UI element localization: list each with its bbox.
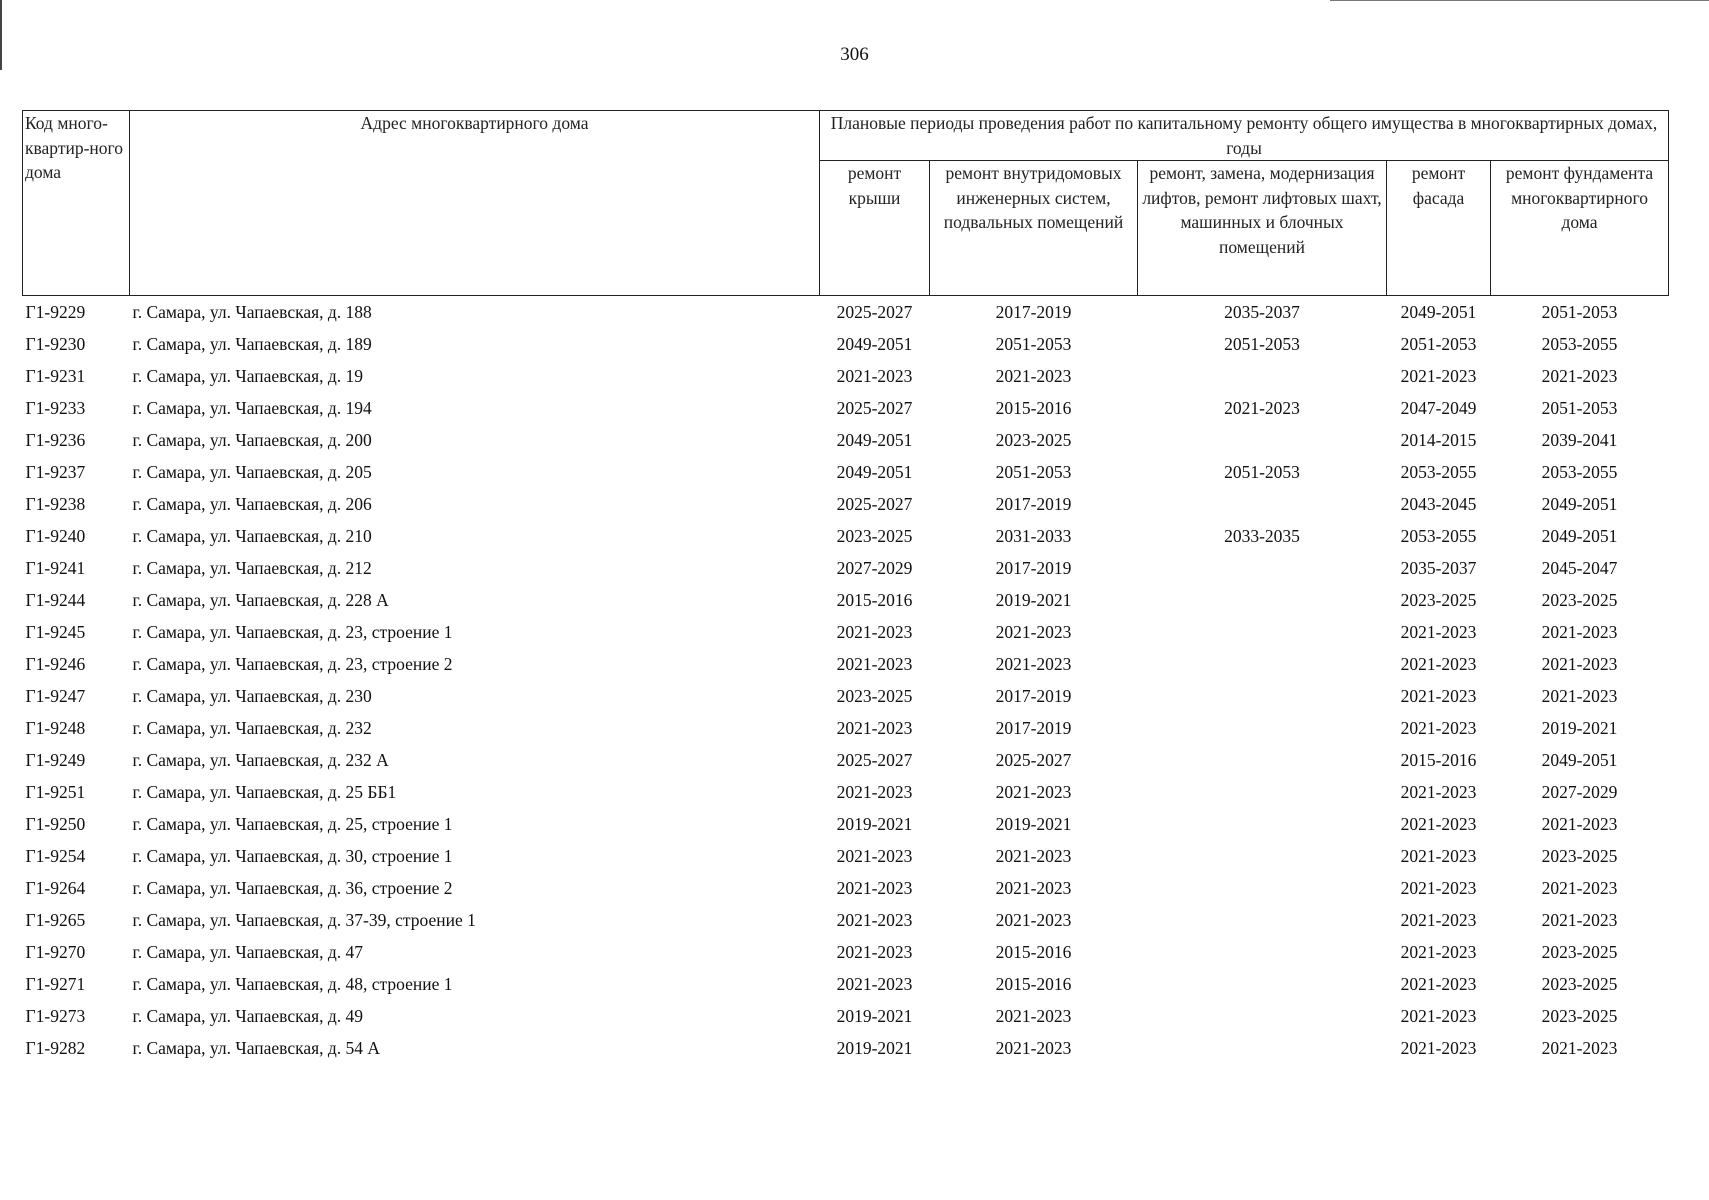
cell-foundation: 2021-2023 bbox=[1541, 366, 1618, 386]
cell-lifts bbox=[1138, 584, 1387, 616]
page-number: 306 bbox=[840, 44, 869, 65]
cell-address: г. Самара, ул. Чапаевская, д. 23, строение 2 bbox=[132, 654, 453, 674]
table-row bbox=[23, 808, 1669, 840]
cell-address: г. Самара, ул. Чапаевская, д. 232 bbox=[132, 718, 372, 738]
cell-lifts bbox=[1138, 648, 1387, 680]
cell-foundation: 2053-2055 bbox=[1541, 334, 1618, 354]
cell-code: Г1-9236 bbox=[25, 430, 86, 450]
cell-foundation: 2021-2023 bbox=[1541, 654, 1618, 674]
cell-roof: 2049-2051 bbox=[836, 462, 913, 482]
cell-address: г. Самара, ул. Чапаевская, д. 37-39, строение 1 bbox=[132, 910, 476, 930]
cell-systems: 2021-2023 bbox=[995, 622, 1072, 642]
cell-facade: 2021-2023 bbox=[1400, 622, 1477, 642]
cell-roof: 2019-2021 bbox=[836, 1006, 913, 1026]
cell-code: Г1-9248 bbox=[25, 718, 86, 738]
cell-code: Г1-9247 bbox=[25, 686, 86, 706]
cell-code: Г1-9241 bbox=[25, 558, 86, 578]
cell-facade: 2021-2023 bbox=[1400, 942, 1477, 962]
cell-facade: 2021-2023 bbox=[1400, 814, 1477, 834]
cell-roof: 2021-2023 bbox=[836, 718, 913, 738]
cell-facade: 2053-2055 bbox=[1400, 526, 1477, 546]
cell-roof: 2049-2051 bbox=[836, 430, 913, 450]
table-row bbox=[23, 840, 1669, 872]
table-row bbox=[23, 392, 1669, 424]
cell-code: Г1-9229 bbox=[25, 302, 86, 322]
cell-address: г. Самара, ул. Чапаевская, д. 212 bbox=[132, 558, 372, 578]
cell-facade: 2021-2023 bbox=[1400, 846, 1477, 866]
cell-facade: 2021-2023 bbox=[1400, 1006, 1477, 1026]
cell-systems: 2021-2023 bbox=[995, 846, 1072, 866]
table-row bbox=[23, 968, 1669, 1000]
cell-address: г. Самара, ул. Чапаевская, д. 232 А bbox=[132, 750, 389, 770]
cell-foundation: 2049-2051 bbox=[1541, 750, 1618, 770]
cell-address: г. Самара, ул. Чапаевская, д. 230 bbox=[132, 686, 372, 706]
cell-address: г. Самара, ул. Чапаевская, д. 200 bbox=[132, 430, 372, 450]
cell-lifts: 2035-2037 bbox=[1224, 302, 1300, 322]
cell-roof: 2023-2025 bbox=[836, 686, 913, 706]
cell-lifts bbox=[1138, 680, 1387, 712]
cell-foundation: 2023-2025 bbox=[1541, 846, 1618, 866]
table-row bbox=[23, 648, 1669, 680]
table-row bbox=[23, 680, 1669, 712]
table-row bbox=[23, 520, 1669, 552]
cell-systems: 2015-2016 bbox=[995, 398, 1072, 418]
cell-foundation: 2021-2023 bbox=[1541, 878, 1618, 898]
cell-facade: 2021-2023 bbox=[1400, 910, 1477, 930]
table-row bbox=[23, 776, 1669, 808]
cell-address: г. Самара, ул. Чапаевская, д. 228 А bbox=[132, 590, 389, 610]
cell-systems: 2017-2019 bbox=[995, 558, 1072, 578]
cell-roof: 2025-2027 bbox=[836, 494, 913, 514]
cell-foundation: 2021-2023 bbox=[1541, 910, 1618, 930]
table-row bbox=[23, 1032, 1669, 1064]
cell-code: Г1-9237 bbox=[25, 462, 86, 482]
cell-lifts bbox=[1138, 808, 1387, 840]
table-row bbox=[23, 712, 1669, 744]
cell-lifts bbox=[1138, 616, 1387, 648]
cell-lifts bbox=[1138, 776, 1387, 808]
cell-facade: 2021-2023 bbox=[1400, 366, 1477, 386]
cell-foundation: 2019-2021 bbox=[1541, 718, 1618, 738]
cell-code: Г1-9250 bbox=[25, 814, 86, 834]
cell-facade: 2021-2023 bbox=[1400, 718, 1477, 738]
cell-foundation: 2021-2023 bbox=[1541, 814, 1618, 834]
cell-roof: 2025-2027 bbox=[836, 398, 913, 418]
table-row bbox=[23, 424, 1669, 456]
cell-lifts bbox=[1138, 488, 1387, 520]
cell-roof: 2015-2016 bbox=[836, 590, 913, 610]
cell-systems: 2015-2016 bbox=[995, 942, 1072, 962]
header-roof: ремонт крыши bbox=[820, 161, 930, 296]
cell-systems: 2015-2016 bbox=[995, 974, 1072, 994]
cell-systems: 2021-2023 bbox=[995, 654, 1072, 674]
cell-facade: 2051-2053 bbox=[1400, 334, 1477, 354]
cell-code: Г1-9249 bbox=[25, 750, 86, 770]
table-row bbox=[23, 904, 1669, 936]
cell-systems: 2019-2021 bbox=[995, 814, 1072, 834]
cell-foundation: 2023-2025 bbox=[1541, 942, 1618, 962]
cell-address: г. Самара, ул. Чапаевская, д. 188 bbox=[132, 302, 372, 322]
cell-systems: 2017-2019 bbox=[995, 686, 1072, 706]
cell-code: Г1-9251 bbox=[25, 782, 86, 802]
cell-lifts bbox=[1138, 712, 1387, 744]
cell-lifts: 2021-2023 bbox=[1224, 398, 1300, 418]
cell-facade: 2043-2045 bbox=[1400, 494, 1477, 514]
cell-facade: 2021-2023 bbox=[1400, 1038, 1477, 1058]
cell-foundation: 2051-2053 bbox=[1541, 398, 1618, 418]
cell-roof: 2021-2023 bbox=[836, 622, 913, 642]
table-row bbox=[23, 616, 1669, 648]
cell-foundation: 2051-2053 bbox=[1541, 302, 1618, 322]
cell-foundation: 2023-2025 bbox=[1541, 974, 1618, 994]
repair-schedule-table bbox=[22, 110, 1669, 1064]
cell-address: г. Самара, ул. Чапаевская, д. 49 bbox=[132, 1006, 364, 1026]
cell-systems: 2017-2019 bbox=[995, 302, 1072, 322]
cell-code: Г1-9238 bbox=[25, 494, 86, 514]
table-row bbox=[23, 456, 1669, 488]
cell-foundation: 2023-2025 bbox=[1541, 590, 1618, 610]
cell-foundation: 2027-2029 bbox=[1541, 782, 1618, 802]
header-foundation: ремонт фундамента многоквартирного дома bbox=[1491, 161, 1669, 296]
cell-code: Г1-9271 bbox=[25, 974, 86, 994]
cell-foundation: 2021-2023 bbox=[1541, 622, 1618, 642]
table-row bbox=[23, 296, 1669, 329]
header-lifts: ремонт, замена, модернизация лифтов, ремонт лифтовых шахт, машинных и блочных помещений bbox=[1138, 161, 1387, 296]
cell-code: Г1-9244 bbox=[25, 590, 86, 610]
cell-lifts: 2051-2053 bbox=[1224, 462, 1300, 482]
cell-lifts: 2051-2053 bbox=[1224, 334, 1300, 354]
cell-lifts bbox=[1138, 424, 1387, 456]
cell-code: Г1-9233 bbox=[25, 398, 86, 418]
cell-systems: 2021-2023 bbox=[995, 1006, 1072, 1026]
cell-foundation: 2045-2047 bbox=[1541, 558, 1618, 578]
cell-lifts: 2033-2035 bbox=[1224, 526, 1300, 546]
table-row bbox=[23, 936, 1669, 968]
cell-systems: 2051-2053 bbox=[995, 462, 1072, 482]
cell-roof: 2019-2021 bbox=[836, 814, 913, 834]
cell-foundation: 2021-2023 bbox=[1541, 686, 1618, 706]
cell-code: Г1-9265 bbox=[25, 910, 86, 930]
table-row bbox=[23, 1000, 1669, 1032]
cell-lifts bbox=[1138, 872, 1387, 904]
cell-lifts bbox=[1138, 840, 1387, 872]
cell-foundation: 2039-2041 bbox=[1541, 430, 1618, 450]
cell-address: г. Самара, ул. Чапаевская, д. 19 bbox=[132, 366, 364, 386]
header-facade: ремонт фасада bbox=[1387, 161, 1491, 296]
cell-lifts bbox=[1138, 360, 1387, 392]
cell-systems: 2019-2021 bbox=[995, 590, 1072, 610]
cell-facade: 2021-2023 bbox=[1400, 974, 1477, 994]
cell-roof: 2021-2023 bbox=[836, 878, 913, 898]
cell-roof: 2021-2023 bbox=[836, 910, 913, 930]
cell-facade: 2021-2023 bbox=[1400, 782, 1477, 802]
cell-code: Г1-9273 bbox=[25, 1006, 86, 1026]
table-body bbox=[23, 296, 1669, 1065]
cell-code: Г1-9230 bbox=[25, 334, 86, 354]
table-row bbox=[23, 360, 1669, 392]
cell-address: г. Самара, ул. Чапаевская, д. 30, строение 1 bbox=[132, 846, 453, 866]
cell-address: г. Самара, ул. Чапаевская, д. 48, строение 1 bbox=[132, 974, 453, 994]
cell-systems: 2021-2023 bbox=[995, 782, 1072, 802]
cell-facade: 2049-2051 bbox=[1400, 302, 1477, 322]
cell-code: Г1-9254 bbox=[25, 846, 86, 866]
cell-address: г. Самара, ул. Чапаевская, д. 25, строение 1 bbox=[132, 814, 453, 834]
cell-facade: 2021-2023 bbox=[1400, 686, 1477, 706]
cell-roof: 2021-2023 bbox=[836, 366, 913, 386]
cell-systems: 2031-2033 bbox=[995, 526, 1072, 546]
cell-systems: 2021-2023 bbox=[995, 366, 1072, 386]
cell-code: Г1-9264 bbox=[25, 878, 86, 898]
cell-address: г. Самара, ул. Чапаевская, д. 25 ББ1 bbox=[132, 782, 397, 802]
header-systems: ремонт внутридомовых инженерных систем, подвальных помещений bbox=[930, 161, 1138, 296]
cell-systems: 2025-2027 bbox=[995, 750, 1072, 770]
cell-systems: 2021-2023 bbox=[995, 910, 1072, 930]
cell-foundation: 2053-2055 bbox=[1541, 462, 1618, 482]
table-row bbox=[23, 744, 1669, 776]
cell-roof: 2025-2027 bbox=[836, 302, 913, 322]
header-code: Код много-квартир-ного дома bbox=[23, 111, 130, 296]
cell-code: Г1-9270 bbox=[25, 942, 86, 962]
cell-systems: 2021-2023 bbox=[995, 1038, 1072, 1058]
header-address: Адрес многоквартирного дома bbox=[130, 111, 820, 296]
cell-address: г. Самара, ул. Чапаевская, д. 194 bbox=[132, 398, 372, 418]
cell-roof: 2021-2023 bbox=[836, 942, 913, 962]
cell-address: г. Самара, ул. Чапаевская, д. 210 bbox=[132, 526, 372, 546]
cell-roof: 2025-2027 bbox=[836, 750, 913, 770]
cell-lifts bbox=[1138, 936, 1387, 968]
cell-roof: 2021-2023 bbox=[836, 974, 913, 994]
cell-lifts bbox=[1138, 968, 1387, 1000]
table-row bbox=[23, 552, 1669, 584]
cell-facade: 2035-2037 bbox=[1400, 558, 1477, 578]
cell-foundation: 2049-2051 bbox=[1541, 526, 1618, 546]
cell-facade: 2021-2023 bbox=[1400, 654, 1477, 674]
cell-lifts bbox=[1138, 552, 1387, 584]
cell-roof: 2023-2025 bbox=[836, 526, 913, 546]
cell-facade: 2053-2055 bbox=[1400, 462, 1477, 482]
table-row bbox=[23, 584, 1669, 616]
cell-roof: 2019-2021 bbox=[836, 1038, 913, 1058]
cell-code: Г1-9231 bbox=[25, 366, 86, 386]
cell-systems: 2017-2019 bbox=[995, 718, 1072, 738]
cell-roof: 2021-2023 bbox=[836, 782, 913, 802]
cell-roof: 2021-2023 bbox=[836, 654, 913, 674]
cell-roof: 2049-2051 bbox=[836, 334, 913, 354]
table-row bbox=[23, 328, 1669, 360]
table-row bbox=[23, 872, 1669, 904]
cell-address: г. Самара, ул. Чапаевская, д. 189 bbox=[132, 334, 372, 354]
cell-code: Г1-9245 bbox=[25, 622, 86, 642]
header-periods-group: Плановые периоды проведения работ по капитальному ремонту общего имущества в многоквартирных домах, годы bbox=[820, 111, 1669, 161]
cell-systems: 2017-2019 bbox=[995, 494, 1072, 514]
cell-address: г. Самара, ул. Чапаевская, д. 36, строение 2 bbox=[132, 878, 453, 898]
cell-facade: 2015-2016 bbox=[1400, 750, 1477, 770]
cell-address: г. Самара, ул. Чапаевская, д. 54 А bbox=[132, 1038, 381, 1058]
cell-facade: 2023-2025 bbox=[1400, 590, 1477, 610]
cell-systems: 2023-2025 bbox=[995, 430, 1072, 450]
cell-code: Г1-9282 bbox=[25, 1038, 86, 1058]
table-row bbox=[23, 488, 1669, 520]
cell-address: г. Самара, ул. Чапаевская, д. 23, строение 1 bbox=[132, 622, 453, 642]
cell-roof: 2021-2023 bbox=[836, 846, 913, 866]
scan-edge-top bbox=[1330, 0, 1709, 1]
cell-systems: 2021-2023 bbox=[995, 878, 1072, 898]
cell-foundation: 2049-2051 bbox=[1541, 494, 1618, 514]
cell-code: Г1-9246 bbox=[25, 654, 86, 674]
cell-lifts bbox=[1138, 1032, 1387, 1064]
cell-address: г. Самара, ул. Чапаевская, д. 47 bbox=[132, 942, 364, 962]
cell-code: Г1-9240 bbox=[25, 526, 86, 546]
cell-systems: 2051-2053 bbox=[995, 334, 1072, 354]
cell-foundation: 2021-2023 bbox=[1541, 1038, 1618, 1058]
cell-facade: 2014-2015 bbox=[1400, 430, 1477, 450]
cell-lifts bbox=[1138, 744, 1387, 776]
cell-lifts bbox=[1138, 1000, 1387, 1032]
cell-facade: 2047-2049 bbox=[1400, 398, 1477, 418]
cell-address: г. Самара, ул. Чапаевская, д. 205 bbox=[132, 462, 372, 482]
cell-foundation: 2023-2025 bbox=[1541, 1006, 1618, 1026]
cell-facade: 2021-2023 bbox=[1400, 878, 1477, 898]
cell-address: г. Самара, ул. Чапаевская, д. 206 bbox=[132, 494, 372, 514]
cell-roof: 2027-2029 bbox=[836, 558, 913, 578]
cell-lifts bbox=[1138, 904, 1387, 936]
